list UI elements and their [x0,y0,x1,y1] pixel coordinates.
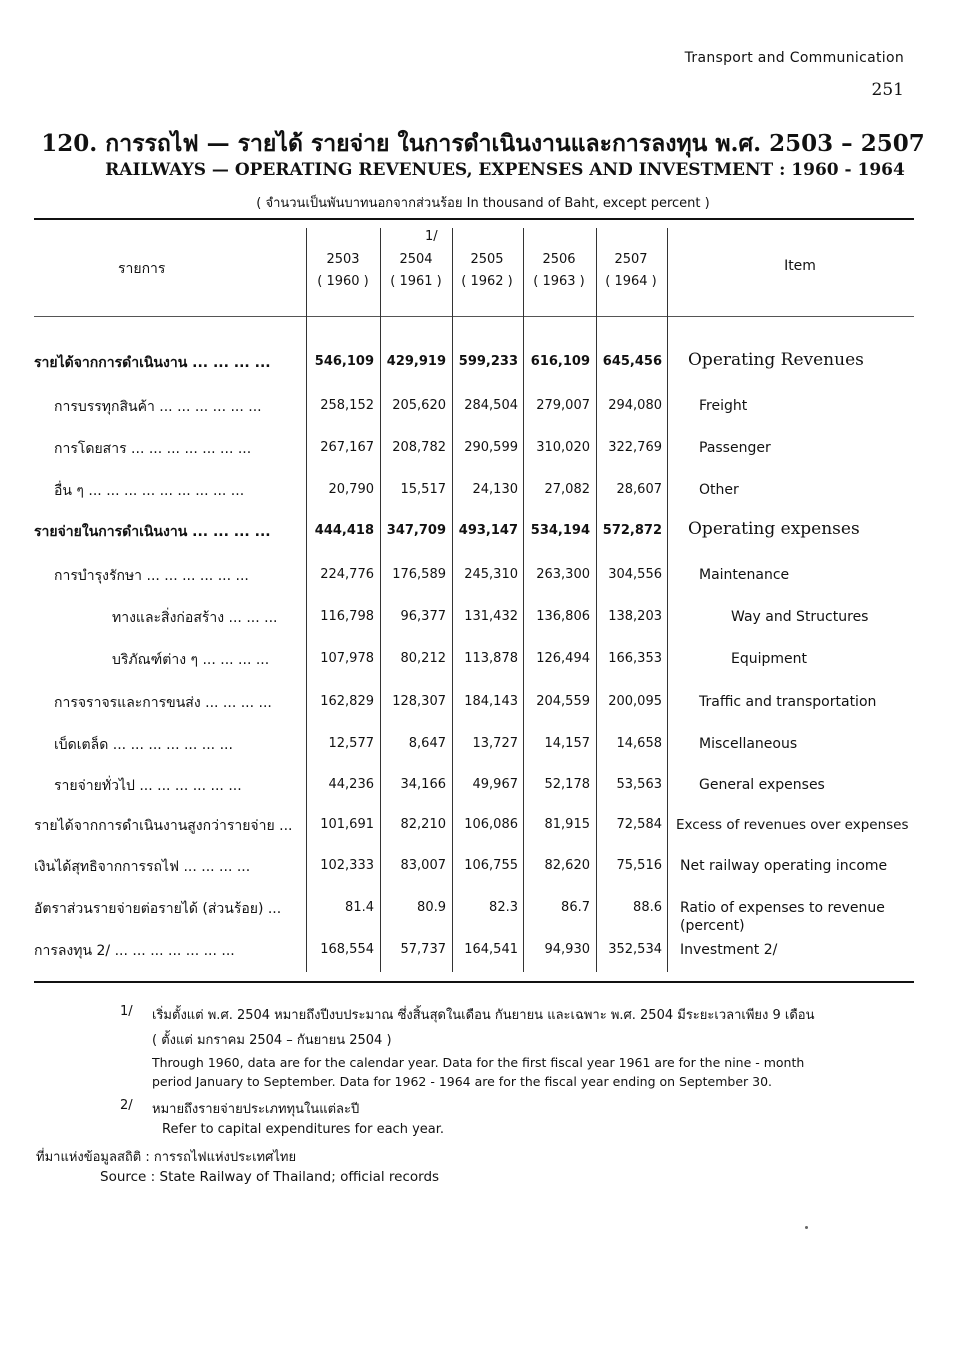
row-label-english: General expenses [699,777,825,793]
row-label-thai: เงินได้สุทธิจากการรถไฟ ... ... ... ... [34,859,251,875]
table-cell: 101,691 [320,817,374,832]
table-cell: 34,166 [400,777,446,792]
row-label-thai: บริภัณฑ์ต่าง ๆ ... ... ... ... [112,652,270,668]
header-rule [34,316,914,317]
table-title-thai: 120. การรถไฟ — รายได้ รายจ่าย ในการดำเนินงานและการลงทุน พ.ศ. 2503 – 2507 [41,130,925,157]
table-cell: 14,157 [544,736,590,751]
column-header-thai: รายการ [118,261,166,277]
table-cell: 429,919 [386,354,446,369]
table-cell: 82,620 [544,858,590,873]
scan-speck [805,1226,808,1229]
row-label-thai: รายได้จากการดำเนินงานสูงกว่ารายจ่าย ... [34,818,293,834]
table-cell: 204,559 [536,694,590,709]
table-cell: 546,109 [314,354,374,369]
table-cell: 82.3 [489,900,518,915]
table-cell: 113,878 [464,651,518,666]
table-cell: 322,769 [608,440,662,455]
table-cell: 14,658 [616,736,662,751]
table-cell: 8,647 [408,736,446,751]
table-cell: 176,589 [392,567,446,582]
table-cell: 81,915 [544,817,590,832]
column-divider [667,228,668,972]
row-label-english: Maintenance [699,567,790,583]
table-cell: 128,307 [392,694,446,709]
row-label-english-cont: (percent) [680,918,745,934]
table-cell: 52,178 [544,777,590,792]
row-label-thai: รายจ่ายในการดำเนินงาน ... ... ... ... [34,524,271,540]
bottom-rule [34,981,914,983]
footnote-2-thai: หมายถึงรายจ่ายประเภททุนในแต่ละปี [152,1102,360,1117]
table-cell: 352,534 [608,942,662,957]
table-cell: 126,494 [536,651,590,666]
table-cell: 131,432 [464,609,518,624]
table-cell: 258,152 [320,398,374,413]
table-cell: 200,095 [608,694,662,709]
unit-note: ( จำนวนเป็นพันบาทนอกจากส่วนร้อย In thousand of Baht, except percent ) [256,196,710,211]
table-cell: 24,130 [472,482,518,497]
row-label-english: Operating Revenues [688,350,864,370]
row-label-english: Investment 2/ [680,942,778,958]
table-cell: 80,212 [400,651,446,666]
table-cell: 72,584 [616,817,662,832]
row-label-english: Traffic and transportation [699,694,877,710]
year-header-ce: ( 1962 ) [461,274,513,289]
table-cell: 347,709 [386,523,446,538]
table-cell: 572,872 [602,523,662,538]
table-cell: 168,554 [320,942,374,957]
footnote-1-thai: เริ่มตั้งแต่ พ.ศ. 2504 หมายถึงปีงบประมาณ ซึ่งสิ้นสุดในเดือน กันยายน และเฉพาะ พ.ศ. 2504 มีระยะเวลาเพียง 9 เดือน [152,1008,815,1023]
table-cell: 116,798 [320,609,374,624]
row-label-english: Passenger [699,440,771,456]
year-header-ce: ( 1961 ) [390,274,442,289]
table-cell: 245,310 [464,567,518,582]
table-cell: 290,599 [464,440,518,455]
table-cell: 81.4 [345,900,374,915]
table-cell: 444,418 [314,523,374,538]
table-cell: 83,007 [400,858,446,873]
table-cell: 184,143 [464,694,518,709]
table-cell: 279,007 [536,398,590,413]
table-cell: 304,556 [608,567,662,582]
year-header-ce: ( 1960 ) [317,274,369,289]
page-number: 251 [871,80,904,100]
row-label-thai: การบรรทุกสินค้า ... ... ... ... ... ... [54,399,262,415]
year-header-be: 2503 [326,252,360,267]
row-label-english: Miscellaneous [699,736,798,752]
row-label-thai: อื่น ๆ ... ... ... ... ... ... ... ... ... [54,483,245,499]
table-cell: 75,516 [616,858,662,873]
row-label-thai: การโดยสาร ... ... ... ... ... ... ... [54,441,252,457]
table-cell: 107,978 [320,651,374,666]
column-header-item: Item [784,258,816,274]
table-cell: 106,086 [464,817,518,832]
row-label-thai: การบำรุงรักษา ... ... ... ... ... ... [54,568,249,584]
table-cell: 534,194 [530,523,590,538]
table-cell: 310,020 [536,440,590,455]
table-cell: 205,620 [392,398,446,413]
row-label-english: Way and Structures [731,609,869,625]
table-cell: 80.9 [417,900,446,915]
footnote-1-mark: 1/ [120,1004,133,1019]
table-cell: 15,517 [400,482,446,497]
table-cell: 616,109 [530,354,590,369]
column-divider [306,228,307,972]
footnote-2-english: Refer to capital expenditures for each year. [162,1122,445,1137]
row-label-thai: การจราจรและการขนส่ง ... ... ... ... [54,695,272,711]
row-label-english: Ratio of expenses to revenue [680,900,885,916]
table-cell: 136,806 [536,609,590,624]
year-header-be: 2506 [542,252,576,267]
row-label-thai: ทางและสิ่งก่อสร้าง ... ... ... [112,610,278,626]
row-label-thai: การลงทุน 2/ ... ... ... ... ... ... ... [34,943,235,959]
year-header-ce: ( 1963 ) [533,274,585,289]
year-header-be: 2505 [470,252,504,267]
row-label-thai: รายได้จากการดำเนินงาน ... ... ... ... [34,355,271,371]
section-header: Transport and Communication [684,50,904,66]
table-cell: 20,790 [328,482,374,497]
row-label-english: Equipment [731,651,807,667]
table-cell: 57,737 [400,942,446,957]
source-thai: ที่มาแห่งข้อมูลสถิติ : การรถไฟแห่งประเทศไทย [36,1150,297,1165]
table-cell: 166,353 [608,651,662,666]
table-cell: 224,776 [320,567,374,582]
table-cell: 94,930 [544,942,590,957]
row-label-thai: เบ็ดเตล็ด ... ... ... ... ... ... ... [54,737,233,753]
top-rule [34,218,914,220]
table-cell: 208,782 [392,440,446,455]
table-cell: 102,333 [320,858,374,873]
table-cell: 49,967 [472,777,518,792]
footnote-1-thai-period: ( ตั้งแต่ มกราคม 2504 – กันยายน 2504 ) [152,1033,392,1048]
table-cell: 44,236 [328,777,374,792]
table-cell: 13,727 [472,736,518,751]
table-cell: 294,080 [608,398,662,413]
table-cell: 82,210 [400,817,446,832]
row-label-thai: อัตราส่วนรายจ่ายต่อรายได้ (ส่วนร้อย) ... [34,901,282,917]
table-cell: 599,233 [458,354,518,369]
row-label-thai: รายจ่ายทั่วไป ... ... ... ... ... ... [54,778,242,794]
row-label-english: Operating expenses [688,519,860,539]
year-header-be: 2504 [399,252,433,267]
table-cell: 645,456 [602,354,662,369]
table-cell: 28,607 [616,482,662,497]
table-cell: 493,147 [458,523,518,538]
table-cell: 284,504 [464,398,518,413]
year-header-be: 2507 [614,252,648,267]
footnote-1-english-cont: period January to September. Data for 1962 - 1964 are for the fiscal year ending on September 30. [152,1074,773,1089]
table-cell: 27,082 [544,482,590,497]
footnote-2-mark: 2/ [120,1098,133,1113]
footnote-mark-1961: 1/ [425,229,438,244]
table-cell: 263,300 [536,567,590,582]
table-cell: 138,203 [608,609,662,624]
row-label-english: Freight [699,398,748,414]
table-cell: 162,829 [320,694,374,709]
table-cell: 267,167 [320,440,374,455]
table-title-english: RAILWAYS — OPERATING REVENUES, EXPENSES AND INVESTMENT : 1960 - 1964 [105,160,905,180]
table-cell: 88.6 [633,900,662,915]
row-label-english: Excess of revenues over expenses [676,817,909,833]
table-cell: 164,541 [464,942,518,957]
table-cell: 106,755 [464,858,518,873]
source-english: Source : State Railway of Thailand; official records [100,1169,440,1185]
row-label-english: Net railway operating income [680,858,888,874]
table-cell: 96,377 [400,609,446,624]
table-cell: 86.7 [561,900,590,915]
footnote-1-english: Through 1960, data are for the calendar year. Data for the first fiscal year 1961 are for the nine - month [152,1055,805,1070]
table-cell: 12,577 [328,736,374,751]
year-header-ce: ( 1964 ) [605,274,657,289]
table-cell: 53,563 [616,777,662,792]
row-label-english: Other [699,482,739,498]
